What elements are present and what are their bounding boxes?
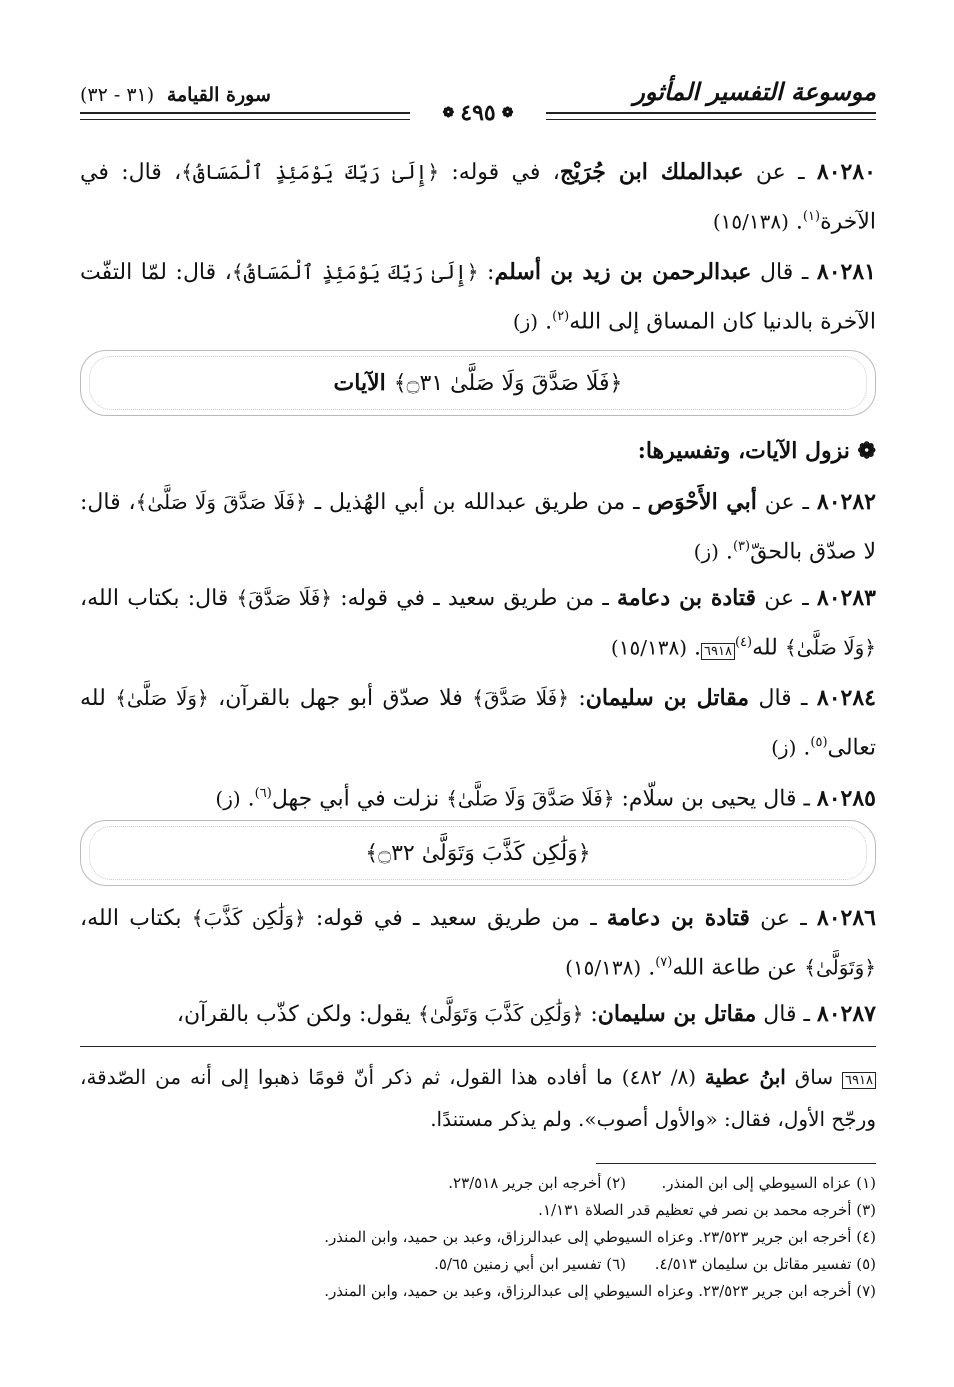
volume-ref: (ز) xyxy=(512,309,539,334)
quran-quote: ﴿فَلَا صَدَّقَ وَلَا صَلَّىٰ﴾ xyxy=(446,786,615,811)
sura-name: سورة القيامة xyxy=(166,84,271,106)
volume-ref: (١٥/١٣٨) xyxy=(712,209,789,234)
text: (٨/ ٤٨٢) ما أفاده هذا القول، ثم ذكر أنّ قومًا ذهبوا إلى أنه من الصّدقة، ورجّح الأول، فقال: «والأول أصوب». ولم يذكر مستندًا. xyxy=(80,1065,876,1131)
text: ـ عن xyxy=(749,906,817,931)
paragraph-number: ٨٠٢٨٠ xyxy=(816,159,876,185)
section-label: الآيات xyxy=(333,370,386,396)
text: . xyxy=(796,734,811,760)
text: : xyxy=(568,685,586,711)
footnote-row xyxy=(80,1170,876,1197)
footnotes xyxy=(80,1170,876,1305)
text: ، قال: لمّا التفّت الآخرة بالدنيا كان المساق إلى الله xyxy=(80,260,876,335)
text: لله xyxy=(752,635,785,661)
text: . xyxy=(641,955,656,981)
footnote-ref: (١) xyxy=(802,209,821,224)
quran-quote: ﴿وَتَوَلَّىٰ﴾ xyxy=(804,955,876,980)
text: ، قال: في الآخرة xyxy=(80,160,876,235)
commentary-ref-box: ٦٩١٨ xyxy=(842,1072,876,1089)
paragraph-80285 xyxy=(80,772,876,821)
paragraph-number: ٨٠٢٨٣ xyxy=(816,585,876,612)
paragraph-number: ٨٠٢٨٦ xyxy=(816,905,876,931)
text: ـ عن xyxy=(756,490,817,515)
text: ـ عن xyxy=(743,160,817,185)
text: . xyxy=(788,209,803,235)
ornament-icon: ❁ xyxy=(442,105,455,121)
paragraph-number: ٨٠٢٨٧ xyxy=(816,1001,876,1028)
text: : xyxy=(478,260,495,286)
paragraph-80280 xyxy=(80,150,876,244)
footnote-ref: (٧) xyxy=(655,955,673,970)
narrator-name: عبدالرحمن بن زيد بن أسلم xyxy=(494,259,752,286)
narrator-name: عبدالملك ابن جُرَيْج xyxy=(559,159,744,185)
ayah-range: (٣١ - ٣٢) xyxy=(80,84,155,106)
quran-quote: ﴿إِلَىٰ رَبِّكَ يَوْمَئِذٍ ٱلْمَسَاقُ﴾ xyxy=(181,160,440,184)
text: . xyxy=(538,309,553,335)
footnote-ref: (٣) xyxy=(732,539,751,554)
quran-quote: ﴿إِلَىٰ رَبِّكَ يَوْمَئِذٍ ٱلْمَسَاقُ﴾ xyxy=(231,260,479,285)
text: قال: بكتاب الله، xyxy=(80,586,237,612)
text-block-3 xyxy=(80,896,876,1037)
text: بكتاب الله، xyxy=(80,906,192,931)
paragraph-80284 xyxy=(80,676,876,770)
paragraph-80283 xyxy=(80,576,876,673)
quran-quote: ﴿وَلَٰكِن كَذَّبَ وَتَوَلَّىٰ﴾ xyxy=(417,1002,584,1027)
footnote-1: (١) عزاه السيوطي إلى ابن المنذر. xyxy=(661,1174,876,1192)
verse-heading-32 xyxy=(80,820,876,886)
running-header-book-title: موسوعة التفسير المأثور xyxy=(633,77,876,106)
footnote-5: (٥) تفسير مقاتل بن سليمان ٤/٥١٣. xyxy=(654,1255,876,1273)
footnote-ref: (٥) xyxy=(810,734,828,750)
text: ـ عن xyxy=(756,586,817,612)
text: . xyxy=(718,539,733,565)
text: فلا صدّق أبو جهل بالقرآن، xyxy=(208,685,473,711)
quran-quote: ﴿فَلَا صَدَّقَ﴾ xyxy=(472,685,569,710)
paragraph-number: ٨٠٢٨٥ xyxy=(816,785,876,812)
text: ـ قال يحيى بن سلّام: xyxy=(614,786,817,812)
text: ـ من طريق عبدالله بن أبي الهُذيل ـ xyxy=(306,490,648,515)
paragraph-number: ٨٠٢٨٢ xyxy=(816,489,876,515)
text: نزلت في أبي جهل xyxy=(271,786,447,812)
paragraph-number: ٨٠٢٨٤ xyxy=(816,684,876,711)
narrator-name: مقاتل بن سليمان xyxy=(597,1001,757,1028)
quran-quote: ﴿وَلَٰكِن كَذَّبَ﴾ xyxy=(191,906,306,930)
text: ـ من طريق سعيد ـ في قوله: xyxy=(332,586,618,612)
quran-quote: ﴿وَلَا صَلَّىٰ﴾ xyxy=(784,635,876,660)
text: . xyxy=(240,786,255,812)
text-block-1 xyxy=(80,150,876,345)
footnote-2: (٢) أخرجه ابن جرير ٢٣/٥١٨. xyxy=(448,1174,626,1192)
footnote-7: (٧) أخرجه ابن جرير ٢٣/٥٢٣. وعزاه السيوطي إلى عبدالرزاق، وعبد بن حميد، وابن المنذر. xyxy=(324,1282,876,1300)
text: ، قال: لا صدّق بالحقّ xyxy=(80,490,876,565)
text: : xyxy=(583,1002,598,1028)
footnote-ref: (٤) xyxy=(734,635,753,651)
paragraph-80286 xyxy=(80,896,876,990)
narrator-name: قتادة بن دعامة xyxy=(606,905,750,931)
text: ـ قال xyxy=(749,685,817,711)
footnote-separator xyxy=(596,1163,876,1164)
footnote-ref: (٢) xyxy=(552,309,570,325)
text: ساق xyxy=(785,1065,843,1089)
text: يقول: ولكن كذّب بالقرآن، xyxy=(176,1002,418,1028)
footnote-6: (٦) تفسير ابن أبي زمنين ٥/٦٥. xyxy=(434,1255,626,1273)
commentary-ref-box: ٦٩١٨ xyxy=(701,643,735,660)
page-number xyxy=(410,100,546,126)
footnote-ref: (٦) xyxy=(254,785,272,801)
footnote-3: (٣) أخرجه محمد بن نصر في تعظيم قدر الصلاة ١/١٣١. xyxy=(538,1201,876,1219)
quran-quote: ﴿فَلَا صَدَّقَ﴾ xyxy=(236,586,333,611)
volume-ref: (ز) xyxy=(693,539,719,564)
subheading: ❁ نزول الآيات، وتفسيرها: xyxy=(637,438,876,464)
ornament-icon: ❁ xyxy=(501,105,514,121)
scholar-name: ابنُ عطية xyxy=(704,1065,786,1089)
running-header-sura xyxy=(80,84,271,106)
text-block-2 xyxy=(80,480,876,821)
volume-ref: (ز) xyxy=(215,786,241,811)
text: . xyxy=(687,635,701,661)
text: لله تعالى xyxy=(80,685,876,760)
volume-ref: (١٥/١٣٨) xyxy=(610,635,687,660)
verse-heading-31 xyxy=(80,350,876,416)
paragraph-80287 xyxy=(80,992,876,1037)
volume-ref: (ز) xyxy=(771,734,797,759)
verse-text: ﴿وَلَٰكِن كَذَّبَ وَتَوَلَّىٰ ۝٣٢﴾ xyxy=(365,840,591,866)
volume-ref: (١٥/١٣٨) xyxy=(565,955,642,980)
text: ـ قال xyxy=(756,1002,817,1028)
quran-quote: ﴿وَلَا صَلَّىٰ﴾ xyxy=(115,685,209,710)
text: ـ من طريق سعيد ـ في قوله: xyxy=(305,906,607,931)
text: ، في قوله: xyxy=(439,160,560,185)
quran-quote: ﴿فَلَا صَدَّقَ وَلَا صَلَّىٰ﴾ xyxy=(135,490,307,514)
commentary-separator xyxy=(80,1046,876,1047)
paragraph-80282 xyxy=(80,480,876,574)
paragraph-number: ٨٠٢٨١ xyxy=(816,259,876,286)
narrator-name: قتادة بن دعامة xyxy=(617,585,756,612)
commentary-note xyxy=(80,1058,876,1138)
paragraph-80281 xyxy=(80,250,876,344)
verse-text: ﴿فَلَا صَدَّقَ وَلَا صَلَّىٰ ۝٣١﴾ xyxy=(393,370,623,396)
footnote-4: (٤) أخرجه ابن جرير ٢٣/٥٢٣. وعزاه السيوطي إلى عبدالرزاق، وعبد بن حميد، وابن المنذر. xyxy=(324,1228,876,1246)
footnote-row xyxy=(80,1251,876,1278)
text: عن طاعة الله xyxy=(672,955,805,981)
narrator-name: أبي الأَحْوَص xyxy=(647,489,757,515)
narrator-name: مقاتل بن سليمان xyxy=(585,684,750,711)
page-number-text: ٤٩٥ xyxy=(460,100,496,126)
text: ـ قال xyxy=(751,260,817,286)
